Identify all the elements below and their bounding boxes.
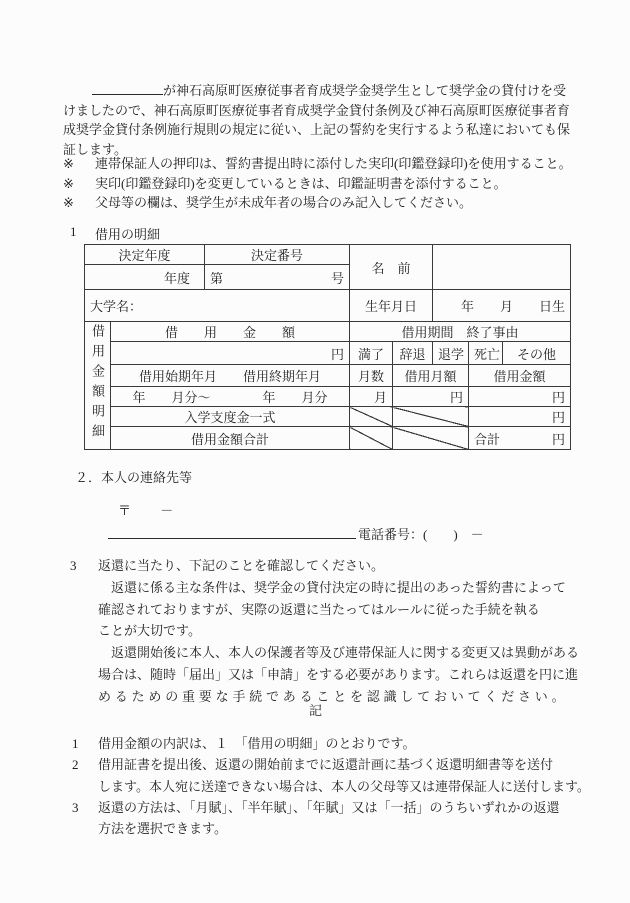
closing-list (63, 733, 590, 839)
decision-year-header: 決定年度 (85, 245, 205, 265)
total-yen-unit: 円 (552, 431, 566, 447)
guarantor-name-blank-field[interactable] (92, 82, 163, 95)
vertical-label-cell (85, 322, 111, 450)
period-value-cell[interactable]: 年 月分～ 年 月分 (111, 387, 350, 407)
list-item-number: 2 (72, 757, 79, 773)
postal-mark-icon: 〒 (118, 503, 132, 518)
entrance-fund-label: 入学支度金一式 (111, 407, 350, 427)
paragraph-line: めるための重要な手続であることを認識しておいてください。 (98, 688, 569, 704)
borrow-amount-header: 借 用 金 額 (111, 322, 350, 342)
number-suffix: 号 (331, 270, 345, 286)
note-row (63, 174, 572, 194)
diagonal-cell (350, 427, 393, 450)
intro-line-1-text: が神石高原町医療従事者育成奨学金奨学生として奨学金の貸付けを受 (163, 83, 567, 98)
notes-list (63, 154, 572, 213)
list-item (63, 754, 590, 797)
entrance-fund-value-cell[interactable]: 円 (469, 407, 571, 427)
decision-number-cell[interactable] (205, 265, 350, 290)
total-label: 合計 (474, 431, 501, 447)
months-header: 月数 (350, 365, 393, 387)
paragraph-line: 場合は、随時「届出」又は「申請」をする必要があります。これらは返還を円に進 (98, 666, 578, 682)
section3 (63, 555, 580, 708)
address-blank-field[interactable] (108, 522, 356, 539)
list-item (63, 733, 569, 754)
borrow-amount-yen-cell[interactable]: 円 (111, 342, 350, 365)
decision-year-cell[interactable]: 年度 (85, 265, 205, 290)
intro-line-3: 成奨学金貸付条例施行規則の規定に従い、上記の誓約を実行するよう私達においても保 (63, 122, 571, 137)
university-name-cell[interactable]: 大学名： (85, 290, 350, 322)
list-item-number: 1 (72, 736, 79, 751)
section2-title: 本人の連絡先等 (101, 470, 193, 485)
postal-code-row (63, 501, 173, 520)
diagonal-cell (393, 407, 469, 427)
vertical-label-text: 借用金額明細 (90, 323, 105, 444)
note-text: 連帯保証人の押印は、誓約書提出時に添付した実印(印鑑登録印)を使用すること。 (95, 156, 572, 171)
months-value-cell[interactable]: 月 (350, 387, 393, 407)
end-reason-sonota: その他 (503, 342, 571, 365)
ki-heading: 記 (308, 703, 322, 718)
end-reason-taigaku: 退学 (433, 342, 469, 365)
intro-line-4: 証します。 (63, 141, 127, 157)
note-text: 父母等の欄は、奨学生が未成年者の場合のみ記入してください。 (95, 195, 473, 210)
borrow-amount-col-header: 借用金額 (469, 365, 571, 387)
section1-number: 1 (70, 224, 77, 239)
borrow-amount-value-cell[interactable]: 円 (469, 387, 571, 407)
monthly-amount-value-cell[interactable]: 円 (393, 387, 469, 407)
section2-number: ２． (75, 470, 102, 485)
note-row (63, 154, 572, 174)
reference-mark-icon: ※ (63, 195, 74, 210)
section3-title: 返還に当たり、下記のことを確認してください。 (98, 558, 385, 573)
list-item-number: 3 (72, 799, 79, 815)
decision-number-header: 決定番号 (205, 245, 350, 265)
intro-line-1 (63, 81, 569, 101)
name-value-cell[interactable] (433, 245, 571, 290)
paragraph-line: 返還開始後に本人、本人の保護者等及び連帯保証人に関する変更又は異動がある (111, 645, 580, 661)
birthdate-value-cell[interactable]: 年 月 日生 (433, 290, 571, 322)
list-item-line: 方法を選択できます。 (98, 821, 227, 837)
end-reason-shibo: 死亡 (469, 342, 503, 365)
paragraph-line: ことが大切です。 (98, 623, 201, 639)
section2-heading (63, 467, 192, 486)
note-row (63, 193, 572, 213)
total-row-label: 借用金額合計 (111, 427, 350, 450)
phone-number-label: 電話番号：( ) － (358, 527, 484, 542)
name-label: 名 前 (350, 245, 433, 290)
intro-paragraph (63, 81, 569, 159)
section1-title: 借用の明細 (95, 227, 161, 242)
diagonal-cell (393, 427, 469, 450)
reference-mark-icon: ※ (63, 156, 74, 171)
paragraph-line: 確認されておりますが、実際の返還に当たってはルールに従った手続を執る (98, 601, 540, 617)
section3-number: 3 (70, 558, 77, 573)
section1-heading (63, 224, 160, 243)
address-phone-row (63, 522, 484, 544)
postal-code-dash: － (160, 503, 174, 518)
monthly-amount-header: 借用月額 (393, 365, 469, 387)
borrowing-detail-table (84, 244, 571, 450)
end-reason-manryo: 満了 (350, 342, 393, 365)
list-item-line: します。本人宛に送達できない場合は、本人の父母等又は連帯保証人に送付します。 (98, 778, 590, 794)
section3-heading (63, 555, 569, 577)
end-reason-jitai: 辞退 (393, 342, 433, 365)
list-item-line: 借用金額の内訳は、１ 「借用の明細」のとおりです。 (98, 736, 416, 751)
number-prefix: 第 (210, 270, 224, 286)
list-item-line: 返還の方法は、「月賦」、「半年賦」、「年賦」又は「一括」のうちいずれかの返還 (98, 799, 560, 815)
list-item (63, 797, 569, 840)
paragraph-line: 返還に係る主な条件は、奨学金の貸付決定の時に提出のあった誓約書によって (111, 579, 566, 595)
birthdate-label: 生年月日 (350, 290, 433, 322)
note-text: 実印(印鑑登録印)を変更しているときは、印鑑証明書を添付すること。 (95, 175, 507, 191)
borrow-period-header: 借用期間 終了事由 (350, 322, 571, 342)
section3-body (98, 577, 580, 708)
diagonal-cell (350, 407, 393, 427)
intro-line-2: けましたので、神石高原町医療従事者育成奨学金貸付条例及び神石高原町医療従事者育 (63, 102, 570, 118)
total-value-cell[interactable] (469, 427, 571, 450)
reference-mark-icon: ※ (63, 175, 74, 191)
start-end-label: 借用始期年月 借用終期年月 (111, 365, 350, 387)
list-item-line: 借用証書を提出後、返還の開始前までに返還計画に基づく返還明細書等を送付 (98, 757, 554, 773)
